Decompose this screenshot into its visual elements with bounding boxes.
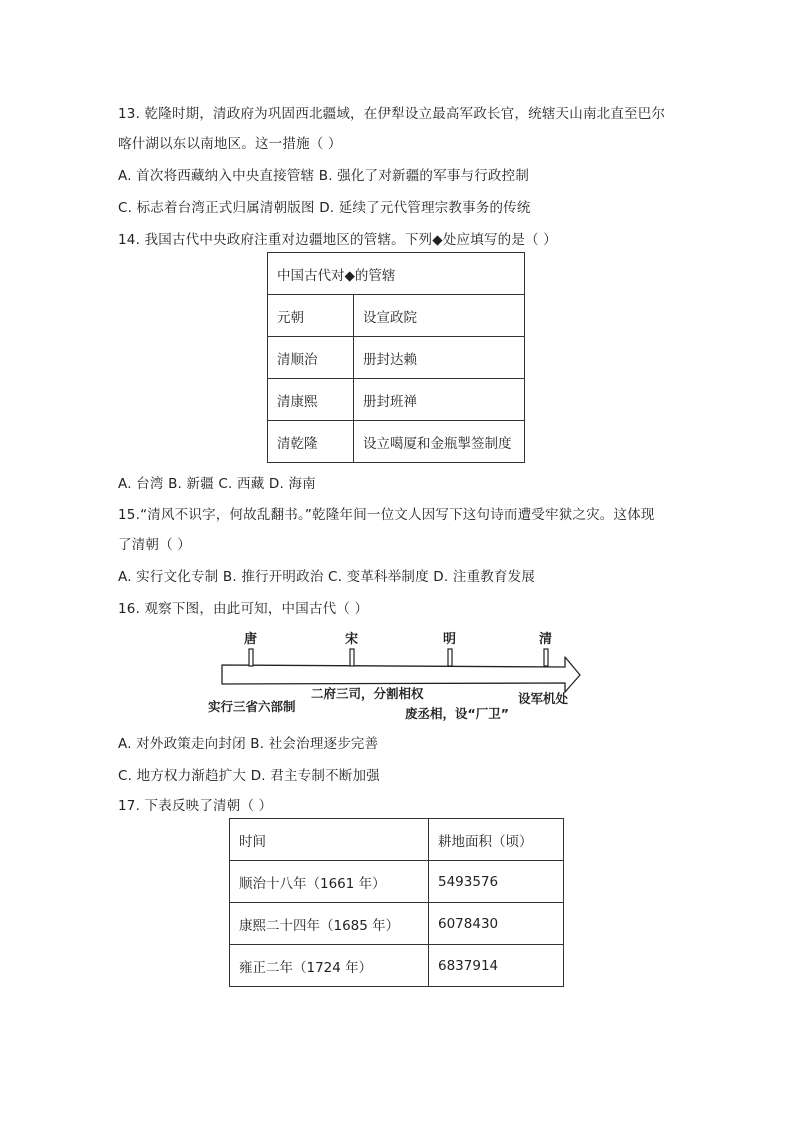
q17-table [229,818,564,987]
q14-period-cell: 清乾隆 [268,421,354,463]
q16-stem: 16. 观察下图，由此可知，中国古代（ ） [118,601,369,617]
note-qing: 设军机处 [518,691,569,706]
table-row [230,945,564,987]
q13-options-line2: C. 标志着台湾正式归属清朝版图 D. 延续了元代管理宗教事务的传统 [118,200,531,216]
q17-time-cell: 康熙二十四年（1685 年） [230,903,429,945]
q17-time-cell: 雍正二年（1724 年） [230,945,429,987]
dynasty-ming: 明 [443,632,457,647]
q17-header-time: 时间 [230,819,429,861]
table-row [268,295,525,337]
note-ming: 废丞相，设“厂卫” [405,706,509,721]
song-marker [350,649,354,666]
q15-stem-line2: 了清朝（ ） [118,537,191,553]
q17-area-cell: 5493576 [429,861,564,903]
dynasty-song: 宋 [345,632,359,647]
ming-marker [448,649,452,666]
q15-stem-line1: 15.“清风不识字，何故乱翻书。”乾隆年间一位文人因写下这句诗而遭受牢狱之灾。这体现 [118,507,655,523]
q14-period-cell: 元朝 [268,295,354,337]
q14-period-cell: 清康熙 [268,379,354,421]
q15-options: A. 实行文化专制 B. 推行开明政治 C. 变革科举制度 D. 注重教育发展 [118,569,536,585]
q14-table-title: 中国古代对◆的管辖 [268,253,525,295]
table-header-row [230,819,564,861]
table-row [230,861,564,903]
q14-event-cell: 设宣政院 [354,295,525,337]
table-row [230,903,564,945]
table-row [268,337,525,379]
table-row [268,379,525,421]
note-song: 二府三司，分割相权 [311,686,424,701]
q14-stem: 14. 我国古代中央政府注重对边疆地区的管辖。下列◆处应填写的是（ ） [118,232,557,248]
q14-table [267,252,525,463]
q16-timeline [200,620,600,720]
qing-marker [544,649,548,666]
q13-options-line1: A. 首次将西藏纳入中央直接管辖 B. 强化了对新疆的军事与行政控制 [118,168,530,184]
q14-event-cell: 设立噶厦和金瓶掣签制度 [354,421,525,463]
q14-event-cell: 册封达赖 [354,337,525,379]
q16-options-line2: C. 地方权力渐趋扩大 D. 君主专制不断加强 [118,768,380,784]
q17-stem: 17. 下表反映了清朝（ ） [118,798,273,814]
q17-time-cell: 顺治十八年（1661 年） [230,861,429,903]
note-tang: 实行三省六部制 [208,699,296,714]
q13-stem-line2: 喀什湖以东以南地区。这一措施（ ） [118,136,342,152]
q17-area-cell: 6837914 [429,945,564,987]
q17-header-area: 耕地面积（顷） [429,819,564,861]
q16-options-line1: A. 对外政策走向封闭 B. 社会治理逐步完善 [118,736,379,752]
dynasty-tang: 唐 [244,632,258,647]
tang-marker [249,649,253,666]
table-row [268,421,525,463]
q14-options: A. 台湾 B. 新疆 C. 西藏 D. 海南 [118,476,316,492]
dynasty-qing: 清 [539,632,553,647]
q14-period-cell: 清顺治 [268,337,354,379]
q14-event-cell: 册封班禅 [354,379,525,421]
q13-stem-line1: 13. 乾隆时期，清政府为巩固西北疆域，在伊犁设立最高军政长官，统辖天山南北直至巴尔 [118,106,666,122]
q17-area-cell: 6078430 [429,903,564,945]
